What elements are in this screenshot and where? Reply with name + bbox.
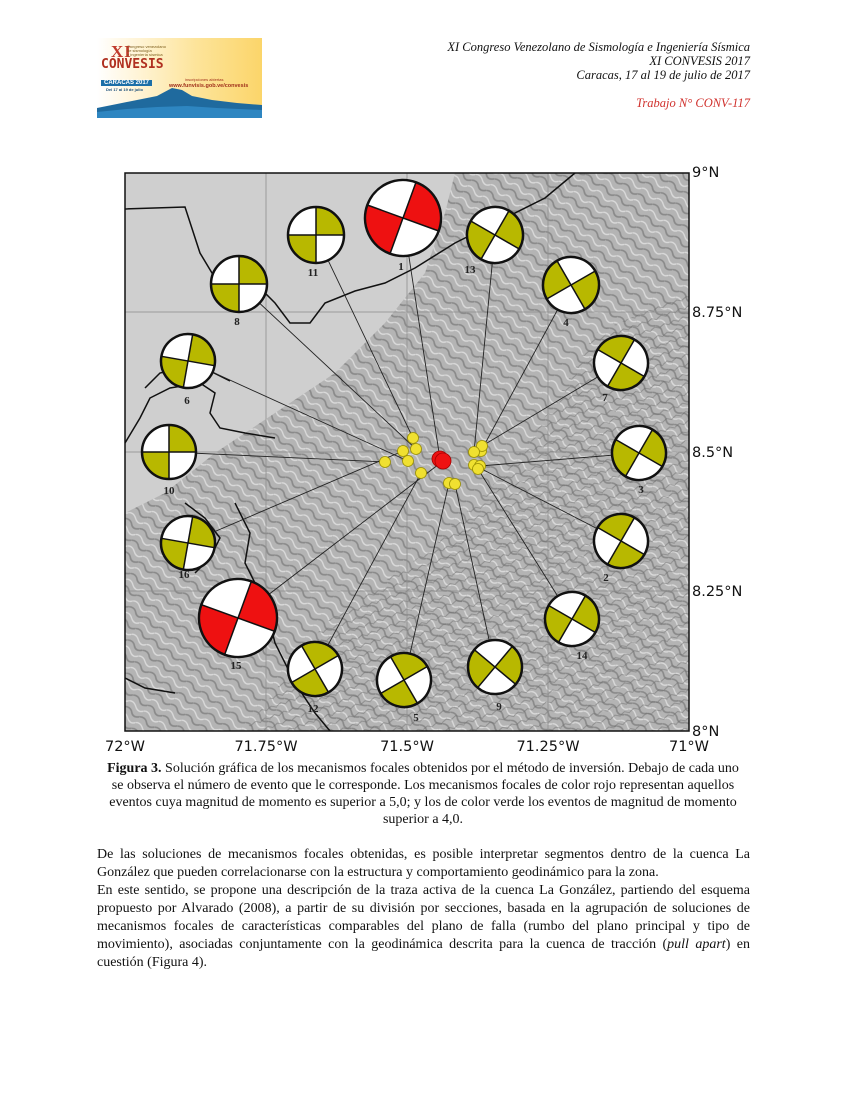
epicenter-marker bbox=[403, 456, 414, 467]
epicenter-marker bbox=[398, 446, 409, 457]
epicenter-marker bbox=[408, 433, 419, 444]
figure-caption bbox=[103, 760, 743, 828]
lat-tick-label: 8°N bbox=[692, 724, 720, 740]
event-number-label: 4 bbox=[563, 317, 569, 329]
lon-tick-label: 71.5°W bbox=[380, 739, 434, 755]
event-number-label: 11 bbox=[307, 267, 319, 279]
lon-tick-label: 71.75°W bbox=[234, 739, 298, 755]
event-number-label: 8 bbox=[234, 316, 240, 328]
logo-xi: XI bbox=[111, 42, 132, 61]
focal-mechanism-figure bbox=[95, 160, 755, 760]
epicenter-marker bbox=[450, 479, 461, 490]
paragraph-2-end: ) en cuestión (Figura 4). bbox=[97, 937, 750, 970]
lon-tick-label: 72°W bbox=[104, 739, 146, 755]
epicenter-marker bbox=[411, 444, 422, 455]
beachball-8 bbox=[211, 256, 267, 312]
lat-tick-label: 8.75°N bbox=[692, 305, 743, 321]
beachball-10 bbox=[142, 425, 196, 479]
event-number-label: 2 bbox=[603, 572, 609, 584]
logo-line3: e ingeniería sísmica bbox=[127, 52, 163, 57]
event-number-label: 9 bbox=[496, 701, 502, 713]
event-number-label: 7 bbox=[602, 392, 608, 404]
logo-dates: Del 17 al 19 de julio bbox=[106, 87, 143, 92]
caption-text: Solución gráfica de los mecanismos focales obtenidos por el método de inversión. Debajo de cada uno se observa el número de evento que le corresponde. Los mecanismos focales de color rojo representan aquellos eventos cuya magnitud de momento es superior a 5,0; y los de color verde los eventos de magnitud de momento superior a 4,0. bbox=[109, 761, 739, 827]
header-trabajo: Trabajo N° CONV-117 bbox=[636, 96, 750, 110]
header-place-date: Caracas, 17 al 19 de julio de 2017 bbox=[576, 68, 750, 82]
event-number-label: 10 bbox=[163, 485, 175, 497]
lon-tick-label: 71.25°W bbox=[516, 739, 580, 755]
event-number-label: 14 bbox=[576, 650, 588, 662]
logo-city-year: CARACAS 2017 bbox=[101, 80, 152, 86]
event-number-label: 3 bbox=[638, 484, 644, 496]
lon-tick-label: 71°W bbox=[668, 739, 710, 755]
epicenter-marker bbox=[435, 453, 451, 469]
epicenter-marker bbox=[380, 457, 391, 468]
paragraph-1: De las soluciones de mecanismos focales obtenidas, es posible interpretar segmentos dentro de la cuenca La González que pueden correlacionarse con la estructura y comportamiento geodinámico para la zona. bbox=[97, 847, 750, 880]
event-number-label: 12 bbox=[307, 703, 319, 715]
epicenter-marker bbox=[473, 464, 484, 475]
logo-convesis: CONVESIS bbox=[101, 57, 164, 72]
logo-note: inscripciones abiertas bbox=[185, 77, 224, 82]
event-number-label: 1 bbox=[398, 261, 404, 273]
logo-line1: Congreso venezolano bbox=[127, 44, 166, 49]
event-number-label: 16 bbox=[178, 569, 190, 581]
paragraph-2-italic: pull apart bbox=[667, 937, 726, 952]
beachball-11 bbox=[288, 207, 344, 263]
event-number-label: 13 bbox=[464, 264, 476, 276]
header-conference: XI Congreso Venezolano de Sismología e Ingeniería Sísmica bbox=[447, 40, 750, 54]
paragraph-2-text: En este sentido, se propone una descripción de la traza activa de la cuenca La González, partiendo del esquema propuesto por Alvarado (2008), a partir de su división por secciones, basada en la agrupación de soluciones de mecanismos focales de características comparables del plano de falla (rumbo del plano principal y tipo de movimiento), asociadas conjuntamente con la geodinámica descrita para la cuenca de tracción ( bbox=[97, 883, 750, 952]
event-number-label: 5 bbox=[413, 712, 419, 724]
lat-tick-label: 8.25°N bbox=[692, 584, 743, 600]
logo-line2: de sismología bbox=[127, 48, 152, 53]
logo-url: www.funvisis.gob.ve/convesis bbox=[169, 83, 249, 89]
convesis-logo bbox=[97, 38, 262, 118]
header-edition: XI CONVESIS 2017 bbox=[649, 54, 750, 68]
caption-label: Figura 3. bbox=[107, 761, 162, 776]
event-number-label: 6 bbox=[184, 395, 190, 407]
body-text bbox=[97, 846, 750, 972]
lat-tick-label: 9°N bbox=[692, 165, 720, 181]
map-area bbox=[125, 169, 689, 731]
epicenter-marker bbox=[469, 447, 480, 458]
lat-tick-label: 8.5°N bbox=[692, 445, 734, 461]
event-number-label: 15 bbox=[230, 660, 242, 672]
paragraph-2 bbox=[97, 882, 750, 972]
epicenter-marker bbox=[416, 468, 427, 479]
